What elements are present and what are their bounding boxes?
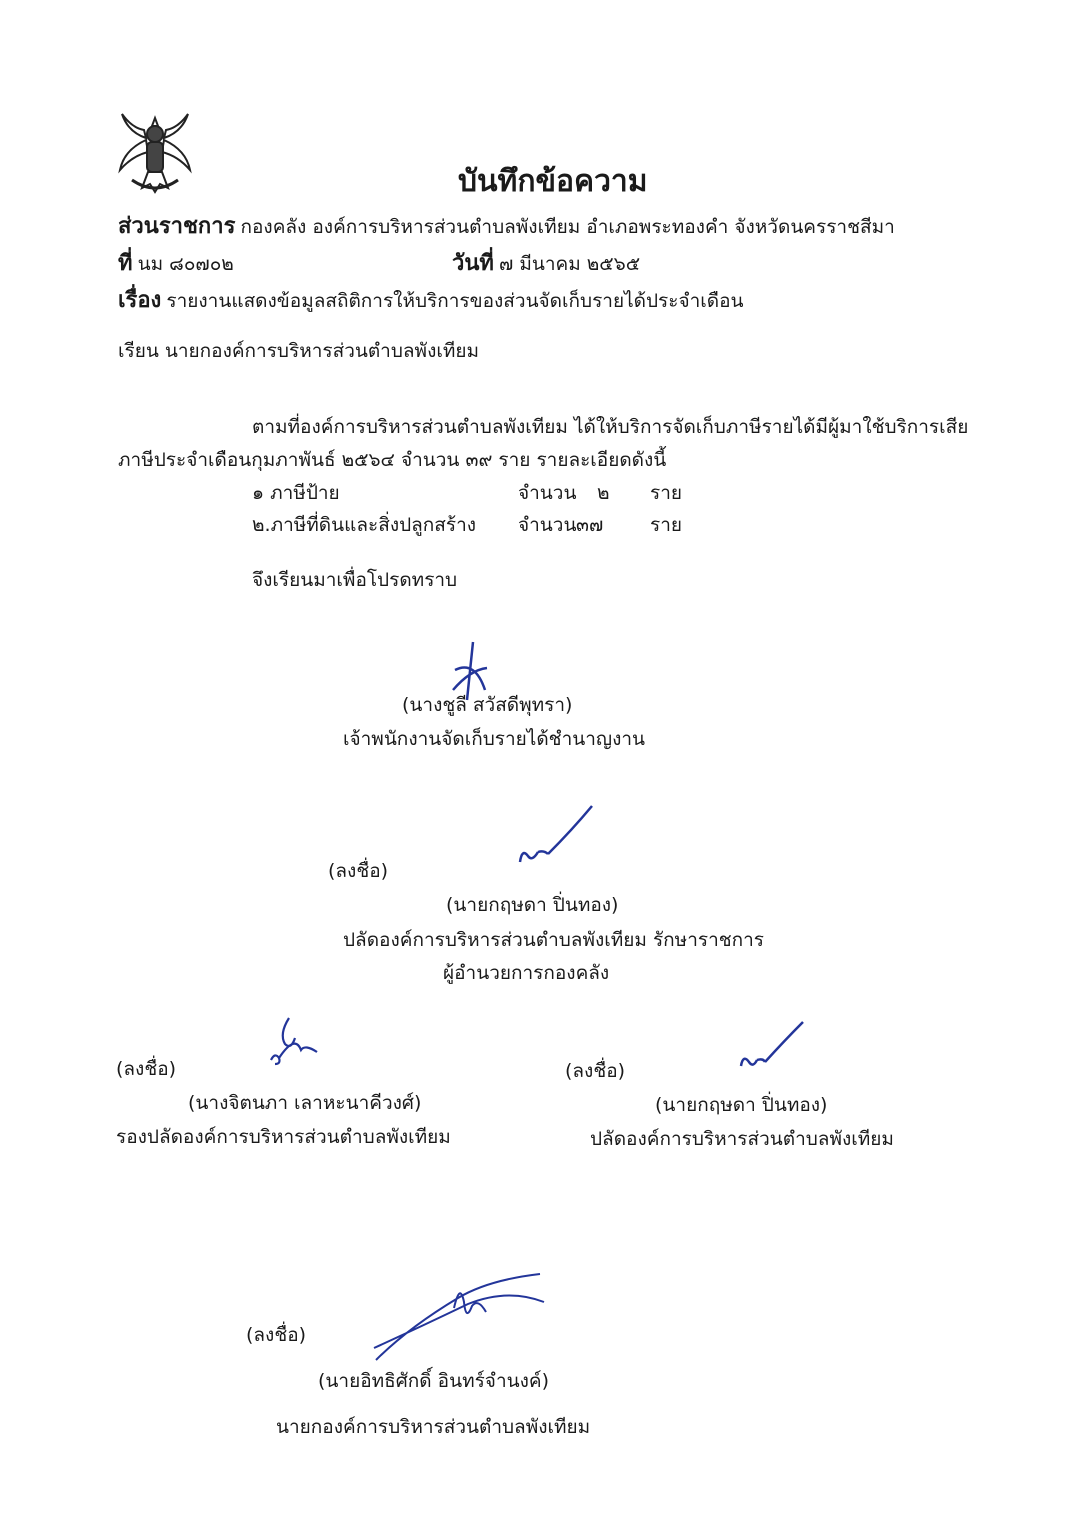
signatory-5-name: (นายอิทธิศักดิ์ อินทร์จำนงค์) — [318, 1370, 549, 1392]
reference-line — [118, 245, 234, 280]
date-line — [452, 245, 640, 280]
signatory-3-position: รองปลัดองค์การบริหารส่วนตำบลพังเทียม — [116, 1126, 451, 1148]
signature-mark — [368, 1268, 558, 1368]
body-line-2: ภาษีประจำเดือนกุมภาพันธ์ ๒๕๖๔ จำนวน ๓๙ ราย รายละเอียดดังนี้ — [118, 449, 667, 471]
body-line-1: ตามที่องค์การบริหารส่วนตำบลพังเทียม ได้ให้บริการจัดเก็บภาษีรายได้มีผู้มาใช้บริการเสีย — [252, 416, 969, 438]
reference-label: ที่ — [118, 251, 133, 276]
signatory-2-position: ปลัดองค์การบริหารส่วนตำบลพังเทียม รักษาราชการ — [343, 929, 765, 951]
tax-item-count-label: จำนวน — [518, 482, 577, 504]
garuda-emblem — [118, 110, 192, 194]
signature-mark — [265, 1014, 325, 1074]
signatory-1-name: (นางชูลี สวัสดีพุทรา) — [402, 694, 573, 716]
signatory-5-sign-label: (ลงชื่อ) — [246, 1324, 307, 1346]
signatory-3-sign-label: (ลงชื่อ) — [116, 1058, 177, 1080]
reference-value: นม ๘๐๗๐๒ — [137, 253, 234, 275]
agency-value: กองคลัง องค์การบริหารส่วนตำบลพังเทียม อำเภอพระทองคำ จังหวัดนครราชสีมา — [240, 216, 895, 238]
tax-item-count: ๓๗ — [576, 514, 604, 536]
tax-item-name: ๒.ภาษีที่ดินและสิ่งปลูกสร้าง — [252, 514, 477, 536]
signatory-4-name: (นายกฤษดา ปิ่นทอง) — [655, 1094, 828, 1116]
signature-mark — [735, 1018, 815, 1078]
subject-label: เรื่อง — [118, 288, 162, 313]
signature-mark — [512, 800, 602, 870]
tax-item-count: ๒ — [597, 482, 610, 504]
signatory-1-position: เจ้าพนักงานจัดเก็บรายได้ชำนาญงาน — [343, 728, 646, 750]
tax-item-name: ๑ ภาษีป้าย — [252, 482, 340, 504]
agency-label: ส่วนราชการ — [118, 214, 236, 239]
date-value: ๗ มีนาคม ๒๕๖๕ — [499, 253, 641, 275]
document-title: บันทึกข้อความ — [458, 164, 648, 199]
signatory-2-position-2: ผู้อำนวยการกองคลัง — [443, 962, 610, 984]
agency-line — [118, 208, 895, 243]
tax-item-unit: ราย — [650, 482, 683, 504]
signatory-4-position: ปลัดองค์การบริหารส่วนตำบลพังเทียม — [590, 1128, 894, 1150]
date-label: วันที่ — [452, 251, 494, 276]
subject-line — [118, 282, 744, 317]
signatory-5-position: นายกองค์การบริหารส่วนตำบลพังเทียม — [276, 1416, 591, 1438]
subject-value: รายงานแสดงข้อมูลสถิติการให้บริการของส่วนจัดเก็บรายได้ประจำเดือน — [166, 290, 744, 312]
tax-item-count-label: จำนวน — [518, 514, 577, 536]
signatory-4-sign-label: (ลงชื่อ) — [565, 1060, 626, 1082]
closing-line: จึงเรียนมาเพื่อโปรดทราบ — [252, 569, 458, 591]
salutation: เรียน นายกองค์การบริหารส่วนตำบลพังเทียม — [118, 340, 480, 362]
signatory-2-name: (นายกฤษดา ปิ่นทอง) — [446, 894, 619, 916]
signatory-3-name: (นางจิตนภา เลาหะนาคีวงศ์) — [188, 1092, 422, 1114]
signatory-2-sign-label: (ลงชื่อ) — [328, 860, 389, 882]
tax-item-unit: ราย — [650, 514, 683, 536]
